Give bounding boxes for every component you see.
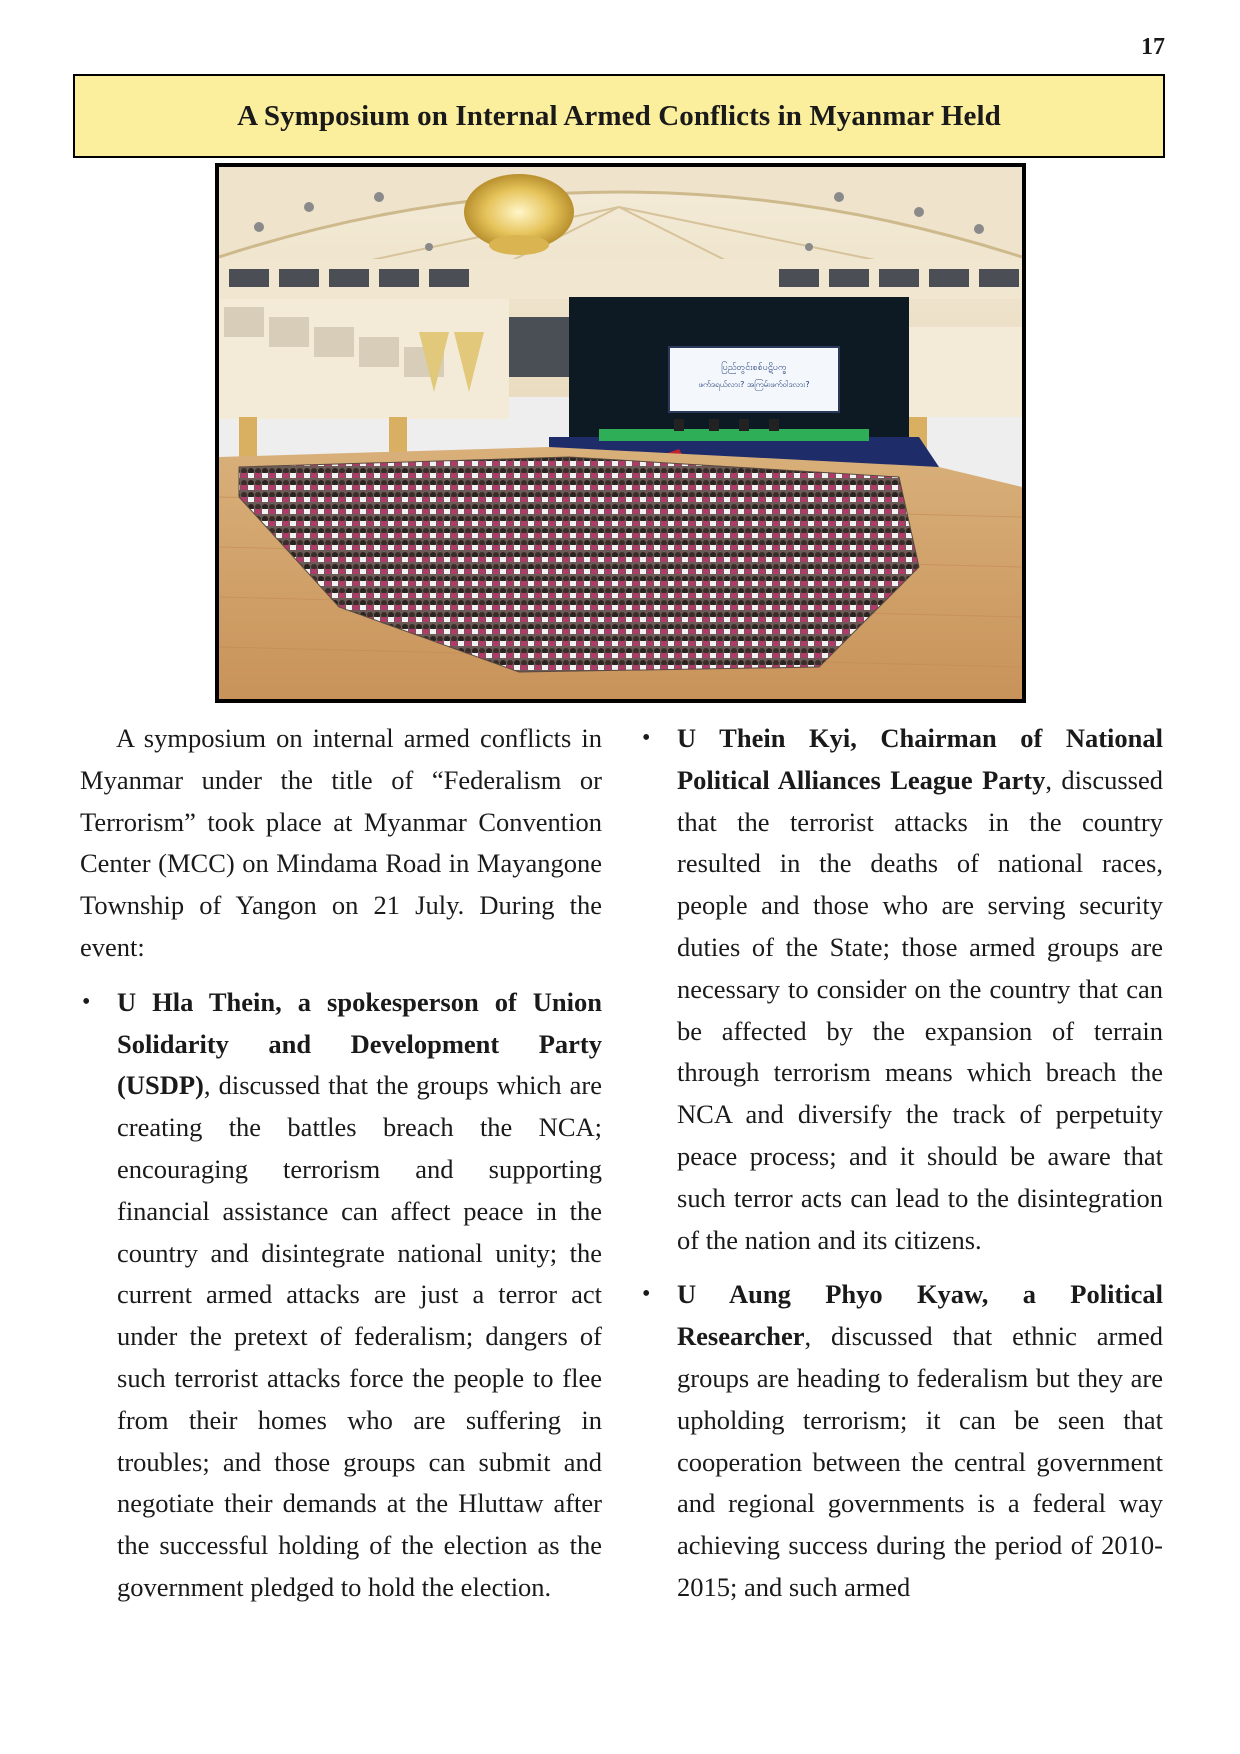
text-column-right xyxy=(640,718,1163,1609)
bullet-researcher-speaker: U Aung Phyo Kyaw, a Political Researcher xyxy=(677,1279,1163,1352)
intro-paragraph: A symposium on internal armed conflicts in Myanmar under the title of “Federalism or Terrorism” took place at Myanmar Convention Center (MCC) on Mindama Road in Mayangone Township of Yangon on 21 July. During the event: xyxy=(80,723,602,962)
bullet-usdp-speaker: U Hla Thein, a spokesperson of Union Solidarity and Development Party (USDP) xyxy=(117,986,602,1101)
bullet-npal-speaker: U Thein Kyi, Chairman of National Political Alliances League Party xyxy=(677,723,1163,795)
hall-illustration xyxy=(219,167,1022,699)
bullet-usdp xyxy=(80,982,602,1609)
bullet-researcher xyxy=(640,1274,1163,1608)
page-number: 17 xyxy=(1141,34,1165,60)
article-title-box xyxy=(73,74,1165,158)
bullet-researcher-text: , discussed that ethnic armed groups are heading to federalism but they are upholding terrorism; it can be seen that cooperation between the central government and regional governments is a federal way achieving success during the period of 2010-2015; and such armed xyxy=(677,1321,1163,1602)
bullet-usdp-text: , discussed that the groups which are creating the battles breach the NCA; encouraging terrorism and supporting financial assistance can affect peace in the country and disintegrate national unity; the current armed attacks are just a terror act under the pretext of federalism; dangers of such terrorist attacks force the people to flee from their homes who are suffering in troubles; and those groups can submit and negotiate their demands at the Hluttaw after the successful holding of the election as the government pledged to hold the election. xyxy=(117,1070,602,1602)
screen-banner-line1: ပြည်တွင်းစစ်ပဋိပက္ခ xyxy=(721,363,787,373)
bullet-npal-text: , discussed that the terrorist attacks in the country resulted in the deaths of national races, people and those who are serving security duties of the State; those armed groups are necessary to consider on the country that can be affected by the expansion of terrain through terrorism means which breach the NCA and diversify the track of perpetuity peace process; and it should be aware that such terror acts can lead to the disintegration of the nation and its citizens. xyxy=(677,764,1164,1255)
screen-banner-line2: ဖက်ဒရယ်လား? အကြမ်းဖက်ဝါဒလား? xyxy=(698,380,810,389)
bullet-npal xyxy=(640,718,1163,1261)
text-column-left xyxy=(80,718,602,1609)
symposium-photo xyxy=(215,163,1026,703)
article-title: A Symposium on Internal Armed Conflicts in Myanmar Held xyxy=(237,99,1001,132)
